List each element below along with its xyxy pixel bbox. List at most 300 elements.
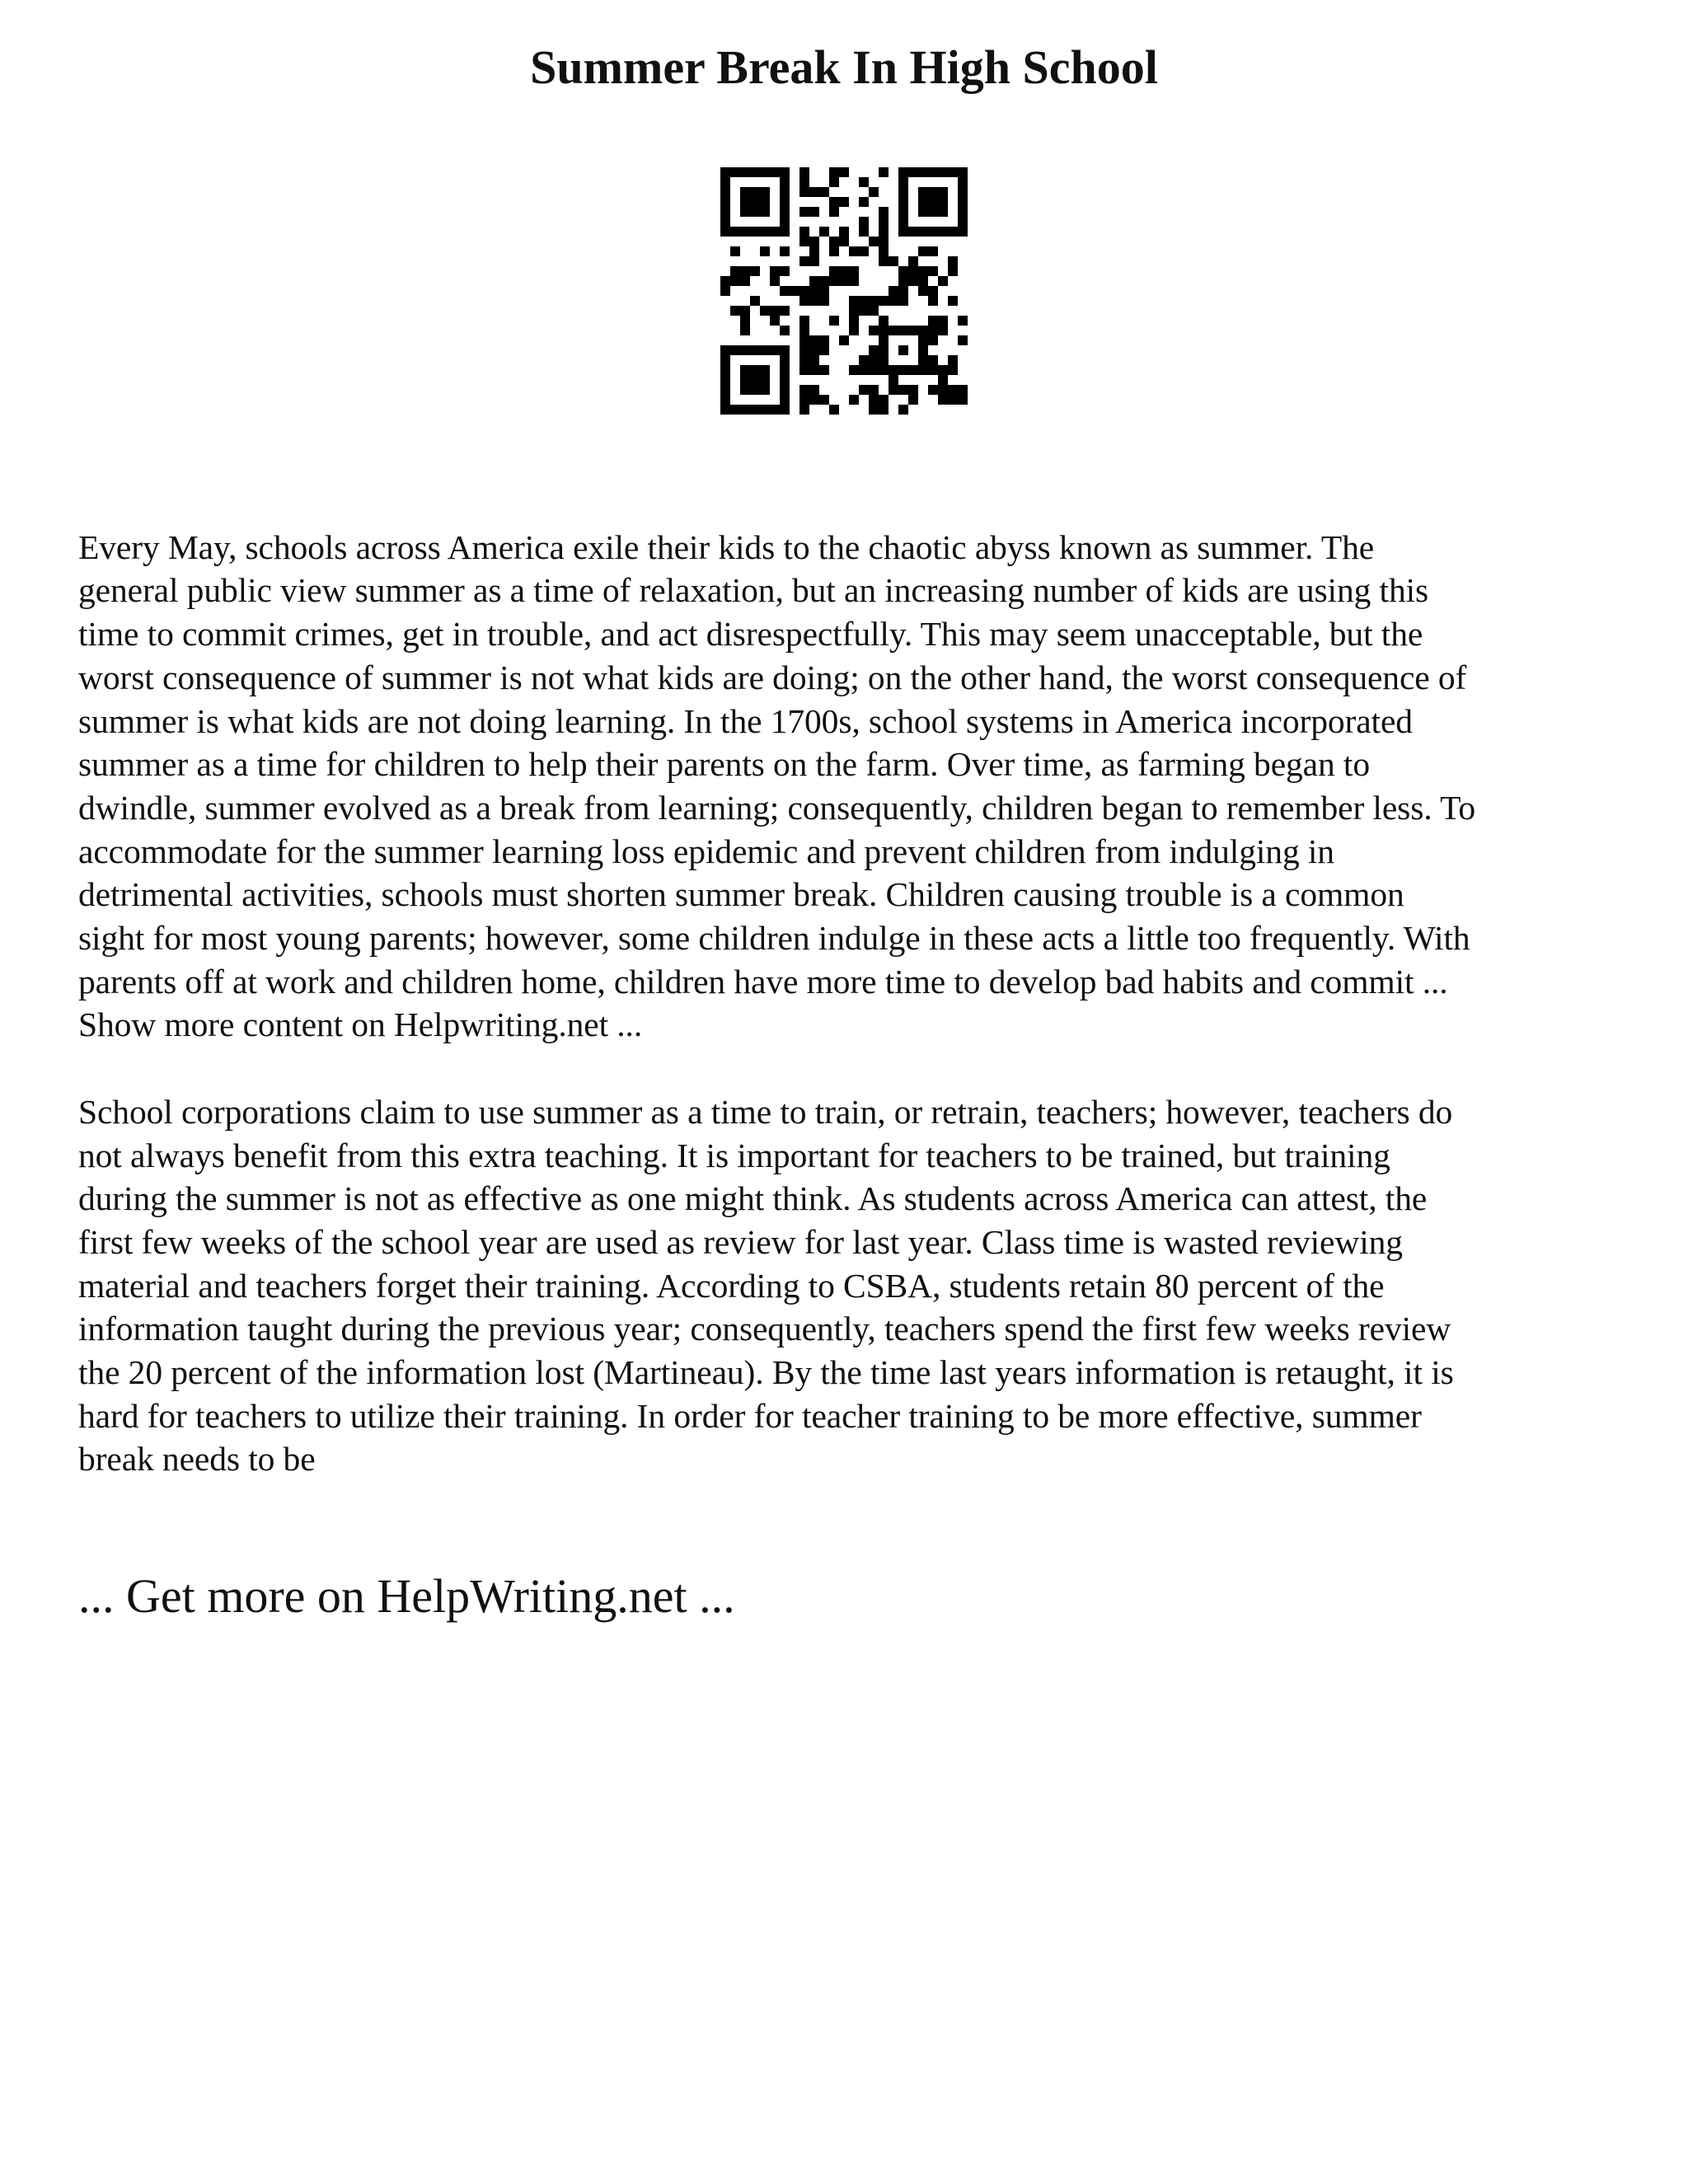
qr-module [938,227,948,237]
qr-module [760,246,770,256]
qr-module [948,365,958,375]
qr-module [720,276,730,286]
qr-module [730,345,740,355]
qr-module [879,326,889,335]
qr-module [928,207,938,217]
qr-module [898,167,908,177]
qr-module [859,197,869,207]
qr-module [750,345,760,355]
qr-module [898,286,908,296]
qr-module [908,276,918,286]
qr-module [938,207,948,217]
qr-module [928,316,938,326]
qr-module [908,365,918,375]
qr-module [780,365,790,375]
qr-module [720,197,730,207]
qr-module [869,187,879,197]
qr-module [839,167,849,177]
qr-module [799,405,809,415]
qr-module [809,286,819,296]
qr-module [879,395,889,405]
qr-module [908,395,918,405]
qr-module [809,187,819,197]
qr-module [799,177,809,187]
qr-module [819,345,829,355]
qr-module [720,405,730,415]
qr-module [760,187,770,197]
qr-module [720,365,730,375]
qr-module [918,227,928,237]
qr-module [720,345,730,355]
qr-module [809,345,819,355]
qr-module [879,296,889,306]
qr-module [809,385,819,395]
qr-module [918,266,928,276]
text-line: during the summer is not as effective as one might think. As students across America can attest, the [78,1179,1428,1218]
qr-module [928,385,938,395]
qr-module [958,187,968,197]
qr-module [829,266,839,276]
qr-module [799,227,809,237]
qr-module [740,276,750,286]
qr-module [760,227,770,237]
qr-module [938,385,948,395]
qr-module [869,345,879,355]
qr-module [898,207,908,217]
qr-module [958,177,968,187]
qr-module [889,296,898,306]
qr-module [760,375,770,385]
qr-module [760,345,770,355]
qr-module [938,197,948,207]
text-line: School corporations claim to use summer as a time to train, or retrain, teachers; however, teachers do [78,1092,1453,1131]
qr-module [898,365,908,375]
qr-module [908,266,918,276]
qr-module [839,227,849,237]
qr-module [889,375,898,385]
qr-module [799,395,809,405]
qr-module [829,316,839,326]
qr-module [829,276,839,286]
qr-module [928,286,938,296]
qr-module [839,335,849,345]
qr-module [829,405,839,415]
qr-module [928,365,938,375]
qr-module [809,256,819,266]
qr-module [918,326,928,335]
qr-module [760,197,770,207]
qr-module [720,375,730,385]
qr-module [908,385,918,395]
qr-module [799,365,809,375]
qr-module [770,276,780,286]
qr-module [928,187,938,197]
qr-module [740,375,750,385]
qr-module [859,296,869,306]
qr-module [809,395,819,405]
qr-module [720,395,730,405]
qr-module [879,256,889,266]
qr-module [948,385,958,395]
qr-module [879,246,889,256]
qr-module [760,167,770,177]
text-line: Every May, schools across America exile their kids to the chaotic abyss known as summer. The [78,527,1375,566]
qr-module [720,177,730,187]
qr-module [859,306,869,316]
qr-module [898,217,908,227]
qr-module [740,266,750,276]
qr-module [869,306,879,316]
qr-module [730,246,740,256]
qr-module [849,326,859,335]
qr-module [898,187,908,197]
text-line: time to commit crimes, get in trouble, and act disrespectfully. This may seem unacceptable, but the [78,615,1423,654]
qr-module [809,207,819,217]
qr-module [809,355,819,365]
qr-module [780,246,790,256]
qr-module [730,167,740,177]
qr-module [819,227,829,237]
qr-module [829,197,839,207]
qr-module [958,316,968,326]
qr-module [918,345,928,355]
qr-module [780,207,790,217]
qr-module [889,365,898,375]
qr-module [898,296,908,306]
qr-module [928,197,938,207]
text-line: information taught during the previous year; consequently, teachers spend the first few weeks review [78,1310,1451,1348]
qr-module [938,375,948,385]
qr-module [879,405,889,415]
qr-module [799,167,809,177]
text-line: detrimental activities, schools must shorten summer break. Children causing trouble is a common [78,875,1404,914]
qr-module [879,355,889,365]
qr-module [780,345,790,355]
qr-module [799,316,809,326]
qr-module [948,256,958,266]
qr-module [849,276,859,286]
qr-module [799,326,809,335]
qr-module [809,237,819,246]
qr-module [750,197,760,207]
qr-module [938,365,948,375]
qr-module [740,345,750,355]
qr-module [750,405,760,415]
qr-module [918,355,928,365]
qr-module [898,177,908,187]
qr-module [780,395,790,405]
qr-module [770,405,780,415]
qr-module [928,335,938,345]
text-line: break needs to be [78,1440,316,1479]
qr-module [740,197,750,207]
qr-module [829,246,839,256]
qr-module [799,207,809,217]
qr-module [740,167,750,177]
qr-module [780,266,790,276]
qr-module [740,365,750,375]
qr-module [819,395,829,405]
qr-module [770,316,780,326]
qr-module [849,306,859,316]
qr-module [948,296,958,306]
qr-module [799,286,809,296]
qr-module [849,296,859,306]
text-line: the 20 percent of the information lost (Martineau). By the time last years information is retaught, it is [78,1353,1454,1392]
qr-module [770,306,780,316]
qr-module [720,207,730,217]
qr-module [839,276,849,286]
qr-module [740,207,750,217]
qr-module [740,385,750,395]
qr-module [898,345,908,355]
qr-module [938,395,948,405]
qr-module [809,335,819,345]
qr-module [750,365,760,375]
qr-module [948,355,958,365]
qr-module [730,266,740,276]
qr-module [938,187,948,197]
qr-module [730,306,740,316]
qr-module [889,286,898,296]
qr-module [918,167,928,177]
qr-module [819,276,829,286]
qr-module [898,405,908,415]
qr-module [869,365,879,375]
qr-module [750,266,760,276]
qr-module [918,286,928,296]
qr-module [730,405,740,415]
paragraph-2 [78,1090,1610,1481]
qr-module [869,296,879,306]
qr-module [720,385,730,395]
qr-module [799,385,809,395]
qr-module [780,375,790,385]
qr-module [958,385,968,395]
qr-module [720,187,730,197]
qr-module [938,316,948,326]
text-line: accommodate for the summer learning loss epidemic and prevent children from indulging in [78,832,1334,870]
qr-module [938,276,948,286]
qr-module [790,286,799,296]
qr-module [750,227,760,237]
qr-module [958,207,968,217]
qr-module [898,276,908,286]
qr-module [928,246,938,256]
qr-module [780,167,790,177]
text-line: material and teachers forget their training. According to CSBA, students retain 80 percent of the [78,1266,1385,1305]
qr-module [958,395,968,405]
qr-module [740,316,750,326]
qr-module [948,167,958,177]
qr-module [948,227,958,237]
qr-module [819,296,829,306]
article-body [78,482,1610,1525]
qr-module [928,296,938,306]
qr-module [730,276,740,286]
qr-module [750,385,760,395]
qr-module [849,395,859,405]
qr-module [780,355,790,365]
qr-module [760,385,770,395]
qr-module [898,385,908,395]
qr-module [740,187,750,197]
qr-module [859,227,869,237]
qr-module [780,177,790,187]
qr-module [839,197,849,207]
qr-module [760,365,770,375]
text-line: hard for teachers to utilize their training. In order for teacher training to be more effective, summer [78,1396,1422,1435]
qr-module [849,316,859,326]
qr-module [780,197,790,207]
qr-module [938,326,948,335]
qr-module [879,335,889,345]
page-title: Summer Break In High School [530,40,1158,94]
qr-module [879,237,889,246]
qr-module [918,276,928,286]
qr-module [799,237,809,246]
qr-module [720,217,730,227]
qr-module [908,227,918,237]
qr-module [839,266,849,276]
qr-module [760,405,770,415]
qr-module [879,316,889,326]
qr-module [869,355,879,365]
qr-module [799,335,809,345]
qr-module [908,256,918,266]
qr-module [750,167,760,177]
qr-module [879,365,889,375]
text-line: general public view summer as a time of relaxation, but an increasing number of kids are using this [78,571,1429,610]
qr-module [780,227,790,237]
text-line: summer is what kids are not doing learning. In the 1700s, school systems in America incorporated [78,701,1413,740]
qr-module [750,207,760,217]
qr-module [780,286,790,296]
qr-module [760,207,770,217]
qr-module [859,365,869,375]
qr-module [809,246,819,256]
qr-module [809,365,819,375]
qr-module [740,227,750,237]
text-line: summer as a time for children to help their parents on the farm. Over time, as farming began to [78,745,1370,784]
qr-module [770,345,780,355]
text-line: parents off at work and children home, children have more time to develop bad habits and commit ... [78,962,1448,1001]
qr-module [829,177,839,187]
qr-module [829,167,839,177]
qr-module [819,286,829,296]
qr-module [780,306,790,316]
qr-module [958,197,968,207]
qr-module [869,326,879,335]
qr-module [780,326,790,335]
qr-module [918,207,928,217]
qr-module [839,237,849,246]
qr-module [770,167,780,177]
qr-module [780,187,790,197]
qr-module [918,246,928,256]
qr-module [918,187,928,197]
qr-module [760,306,770,316]
qr-module [928,355,938,365]
qr-code-container [78,167,1610,415]
qr-module [938,167,948,177]
qr-module [829,207,839,217]
qr-module [819,187,829,197]
qr-module [889,256,898,266]
qr-module [928,266,938,276]
qr-module [958,335,968,345]
qr-module [898,266,908,276]
qr-module [799,256,809,266]
qr-module [780,217,790,227]
qr-module [859,246,869,256]
qr-module [720,167,730,177]
qr-module [829,237,839,246]
qr-module [780,405,790,415]
qr-module [908,326,918,335]
qr-module [720,227,730,237]
qr-module [809,296,819,306]
qr-module [750,187,760,197]
qr-module [859,177,869,187]
text-line: worst consequence of summer is not what kids are doing; on the other hand, the worst consequence of [78,658,1467,696]
qr-module [889,326,898,335]
qr-module [889,385,898,395]
qr-module [809,276,819,286]
qr-module [898,197,908,207]
qr-module [859,217,869,227]
qr-module [928,167,938,177]
text-line: first few weeks of the school year are used as review for last year. Class time is wasted reviewing [78,1222,1403,1261]
qr-module [799,345,809,355]
qr-module [740,405,750,415]
qr-module [928,227,938,237]
qr-module [958,217,968,227]
qr-module [849,365,859,375]
qr-module [879,345,889,355]
qr-module [948,395,958,405]
qr-module [859,385,869,395]
qr-module [879,217,889,227]
qr-module [750,296,760,306]
qr-module [849,246,859,256]
qr-module [799,187,809,197]
qr-module [770,227,780,237]
qr-module [869,405,879,415]
qr-module [780,385,790,395]
text-line: Show more content on Helpwriting.net ... [78,1005,643,1044]
qr-module [819,335,829,345]
qr-code-icon [720,167,968,415]
qr-module [819,365,829,375]
qr-module [928,326,938,335]
qr-module [720,286,730,296]
qr-module [720,355,730,365]
qr-module [879,207,889,217]
qr-module [918,365,928,375]
qr-module [869,395,879,405]
qr-module [958,167,968,177]
qr-module [799,355,809,365]
text-line: sight for most young parents; however, some children indulge in these acts a little too frequently. With [78,919,1470,958]
text-line: dwindle, summer evolved as a break from learning; consequently, children began to remember less. To [78,788,1476,827]
qr-module [799,296,809,306]
qr-module [898,227,908,237]
qr-module [730,227,740,237]
paragraph-1 [78,526,1610,1047]
qr-module [958,227,968,237]
get-more-link-text[interactable]: ... Get more on HelpWriting.net ... [78,1568,735,1623]
